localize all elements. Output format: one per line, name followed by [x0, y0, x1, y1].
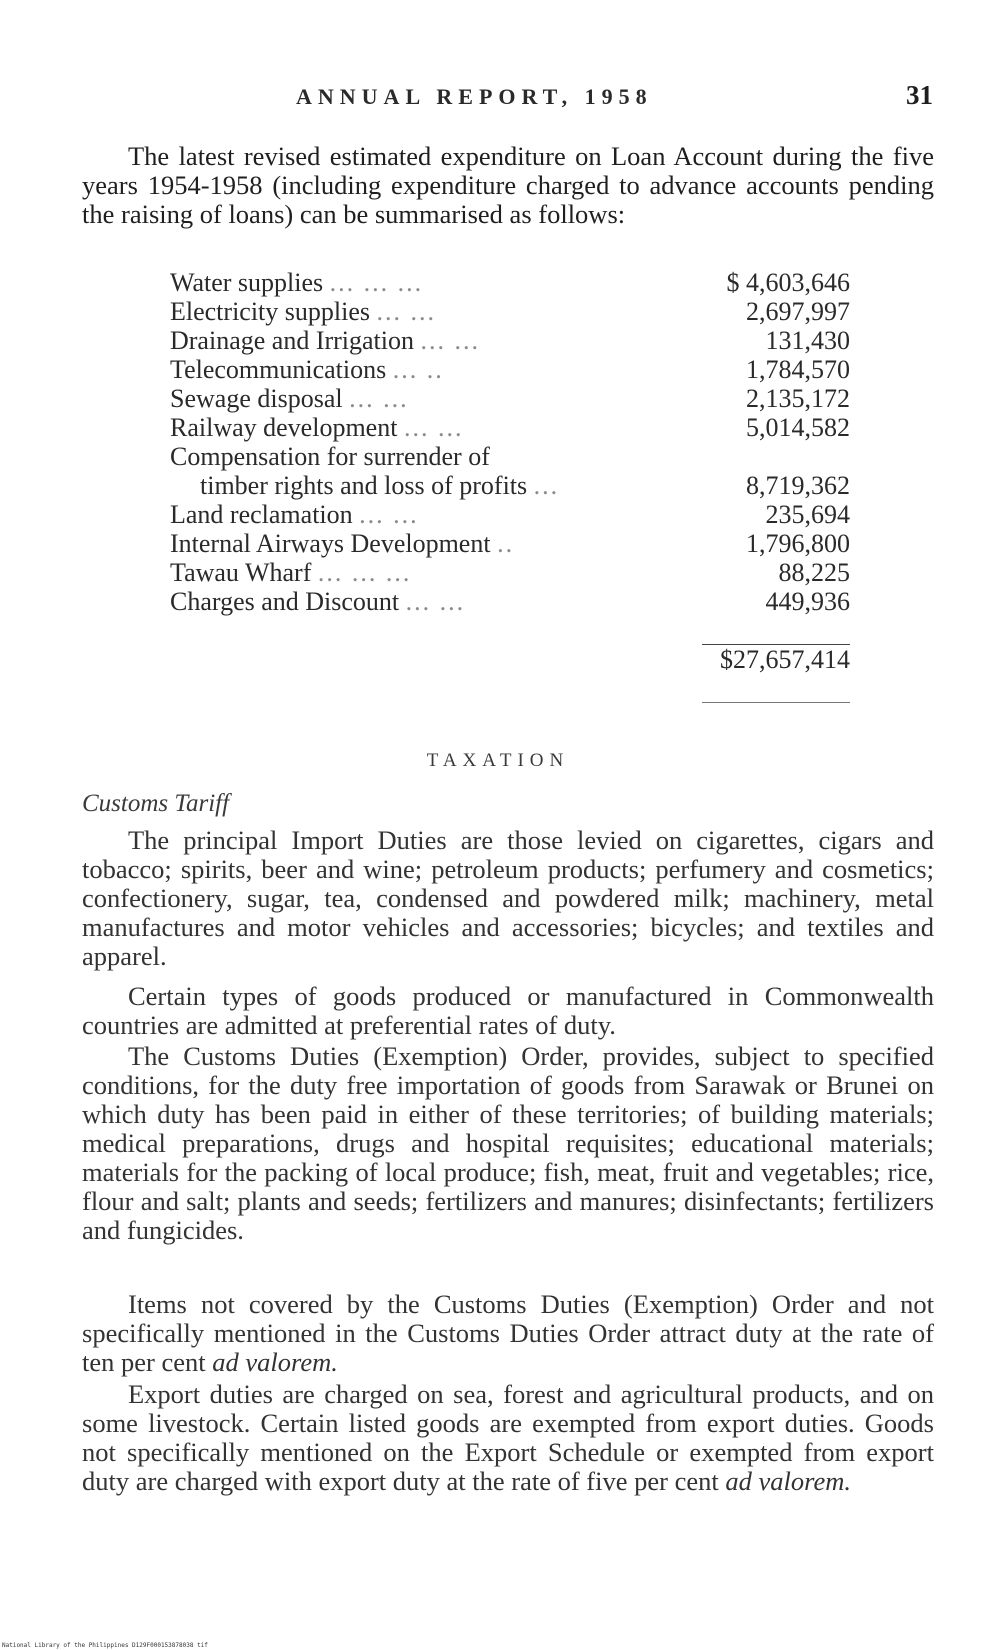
loan-item-value: 1,796,800 [746, 529, 850, 558]
loan-item-label [170, 355, 668, 384]
paragraph-export-duties-text: Export duties are charged on sea, forest and agricultural products, and on some livestock. Certain listed goods are exempted from export duties. Goods not specifically mentioned on the Export Schedule or exempted from export duty are charged with export duty at the rate of five per cent [82, 1379, 934, 1496]
loan-item-value: 1,784,570 [746, 355, 850, 384]
loan-item-name: Tawau Wharf [170, 558, 312, 587]
loan-table-row [170, 297, 850, 326]
loan-table-row [170, 413, 850, 442]
scan-footer: National Library of the Philippines D129F000153878038 tif [2, 1642, 208, 1649]
paragraph-ad-valorem-import-text: Items not covered by the Customs Duties (Exemption) Order and not specifically mentioned in the Customs Duties Order attract duty at the rate of ten per cent [82, 1289, 934, 1377]
paragraph-export-duties [82, 1380, 934, 1496]
loan-item-value: 235,694 [765, 500, 850, 529]
dot-leader: ... ... [349, 384, 409, 413]
loan-item-name: Electricity supplies [170, 297, 371, 326]
page-number: 31 [906, 80, 933, 110]
total-rule-row [170, 616, 850, 645]
total-value: $27,657,414 [720, 645, 850, 674]
dot-leader: ... ... [405, 587, 466, 616]
dot-leader: ... ... [359, 500, 419, 529]
loan-item-value: 2,135,172 [746, 384, 850, 413]
dot-leader: ... ... ... [329, 268, 424, 297]
loan-item-value [668, 442, 850, 471]
loan-item-value: 449,936 [765, 587, 850, 616]
dot-leader: .. [497, 529, 515, 558]
dot-leader: ... ... [420, 326, 481, 355]
loan-item-value: 131,430 [765, 326, 850, 355]
loan-item-name: Internal Airways Development [170, 529, 491, 558]
paragraph-ad-valorem-import [82, 1290, 934, 1377]
loan-item-label [170, 500, 668, 529]
paragraph-preferential-rates: Certain types of goods produced or manufactured in Commonwealth countries are admitted at preferential rates of duty. [82, 981, 934, 1040]
paragraph-import-duties: The principal Import Duties are those levied on cigarettes, cigars and tobacco; spirits, beer and wine; petroleum products; perfumery and cosmetics; confectionery, sugar, tea, condensed and powdered milk; machinery, metal manufactures and motor vehicles and accessories; bicycles; and textiles and apparel. [82, 825, 934, 971]
loan-item-label [170, 471, 668, 500]
loan-item-name: Telecommunications [170, 355, 387, 384]
dot-leader: ... ... [403, 413, 464, 442]
loan-expenditure-table [170, 268, 850, 703]
intro-paragraph: The latest revised estimated expenditure on Loan Account during the five years 1954-1958 (including expenditure charged to advance accounts pending the raising of loans) can be summarised as follows: [82, 141, 934, 229]
loan-item-name: Sewage disposal [170, 384, 343, 413]
loan-table-row [170, 558, 850, 587]
loan-item-value: 88,225 [778, 558, 850, 587]
loan-table-row [170, 355, 850, 384]
bottom-rule [702, 702, 850, 703]
section-heading-taxation: TAXATION [426, 750, 570, 771]
bottom-rule-row [170, 674, 850, 703]
loan-item-label [170, 384, 668, 413]
loan-item-name: Charges and Discount [170, 587, 400, 616]
loan-item-value: 2,697,997 [746, 297, 850, 326]
loan-item-label [170, 297, 668, 326]
subheading-customs-tariff: Customs Tariff [82, 790, 230, 817]
total-row [170, 645, 850, 674]
paragraph-export-duties-italic: ad valorem. [725, 1466, 851, 1496]
loan-item-label [170, 558, 668, 587]
loan-item-label [170, 587, 668, 616]
loan-table-row [170, 529, 850, 558]
dot-leader: ... [533, 471, 560, 500]
loan-table-row [170, 326, 850, 355]
loan-table-row [170, 384, 850, 413]
loan-item-label [170, 442, 668, 471]
dot-leader: ... ... [376, 297, 437, 326]
loan-item-name: Land reclamation [170, 500, 353, 529]
loan-table-row [170, 587, 850, 616]
loan-item-name: Water supplies [170, 268, 324, 297]
loan-item-label [170, 529, 668, 558]
loan-item-label [170, 326, 668, 355]
loan-table-row [170, 268, 850, 297]
dot-leader: ... .. [392, 355, 444, 384]
loan-item-name: Railway development [170, 413, 398, 442]
loan-item-name: Compensation for surrender of [170, 442, 490, 471]
loan-item-label [170, 268, 668, 297]
loan-table-body [170, 268, 850, 616]
page-title: ANNUAL REPORT, 1958 [296, 84, 653, 109]
loan-item-label [170, 413, 668, 442]
loan-item-value: 8,719,362 [746, 471, 850, 500]
loan-item-value: $ 4,603,646 [726, 268, 850, 297]
paragraph-ad-valorem-import-italic: ad valorem. [212, 1347, 338, 1377]
loan-table-row [170, 442, 850, 471]
loan-item-name: timber rights and loss of profits [200, 471, 528, 500]
loan-table-row [170, 471, 850, 500]
dot-leader: ... ... ... [317, 558, 412, 587]
loan-table-row [170, 500, 850, 529]
loan-item-value: 5,014,582 [746, 413, 850, 442]
running-header [0, 80, 996, 116]
paragraph-exemption-order: The Customs Duties (Exemption) Order, provides, subject to specified conditions, for the duty free importation of goods from Sarawak or Brunei on which duty has been paid in either of these territories; of building materials; medical preparations, drugs and hospital requisites; educational materials; materials for the packing of local produce; fish, meat, fruit and vegetables; rice, flour and salt; plants and seeds; fertilizers and manures; disinfectants; fertilizers and fungicides. [82, 1041, 934, 1245]
loan-item-name: Drainage and Irrigation [170, 326, 415, 355]
